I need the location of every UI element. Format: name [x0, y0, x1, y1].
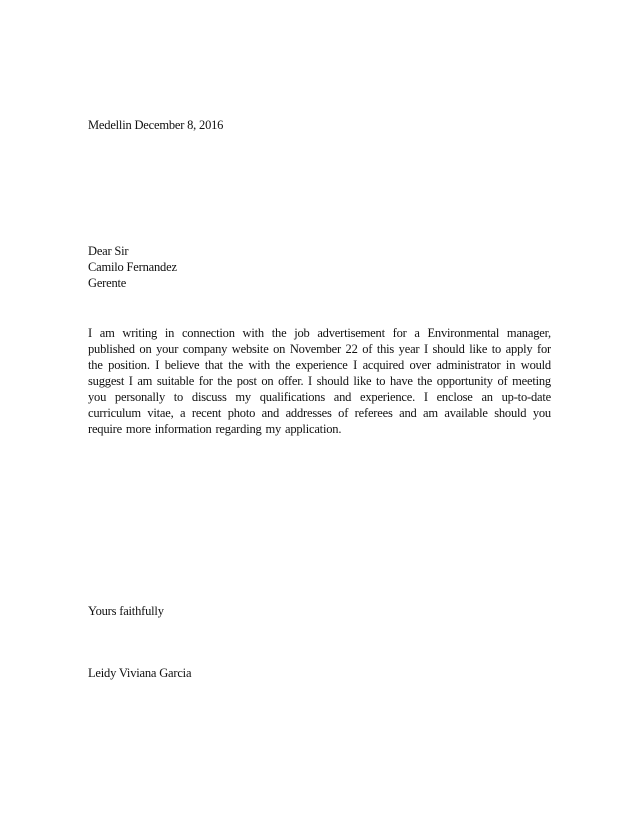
closing: Yours faithfully — [88, 604, 164, 618]
body-line: I am writing in connection with the job advertisement for a Environmental manager, — [88, 326, 551, 340]
signature-name: Leidy Viviana Garcia — [88, 666, 192, 680]
body-line: the position. I believe that the with the experience I acquired over administrator in would — [88, 358, 551, 372]
date-line: Medellin December 8, 2016 — [88, 118, 224, 132]
body-line: suggest I am suitable for the post on offer. I should like to have the opportunity of meeting — [88, 374, 551, 388]
body-line: require more information regarding my application. — [88, 422, 342, 436]
body-line: curriculum vitae, a recent photo and addresses of referees and am available should you — [88, 406, 551, 420]
body-line: you personally to discuss my qualifications and experience. I enclose an up-to-date — [88, 390, 551, 404]
body-line: published on your company website on November 22 of this year I should like to apply for — [88, 342, 551, 356]
recipient-name: Camilo Fernandez — [88, 260, 177, 274]
salutation: Dear Sir — [88, 244, 129, 258]
letter-body — [88, 325, 551, 437]
recipient-title: Gerente — [88, 276, 127, 290]
